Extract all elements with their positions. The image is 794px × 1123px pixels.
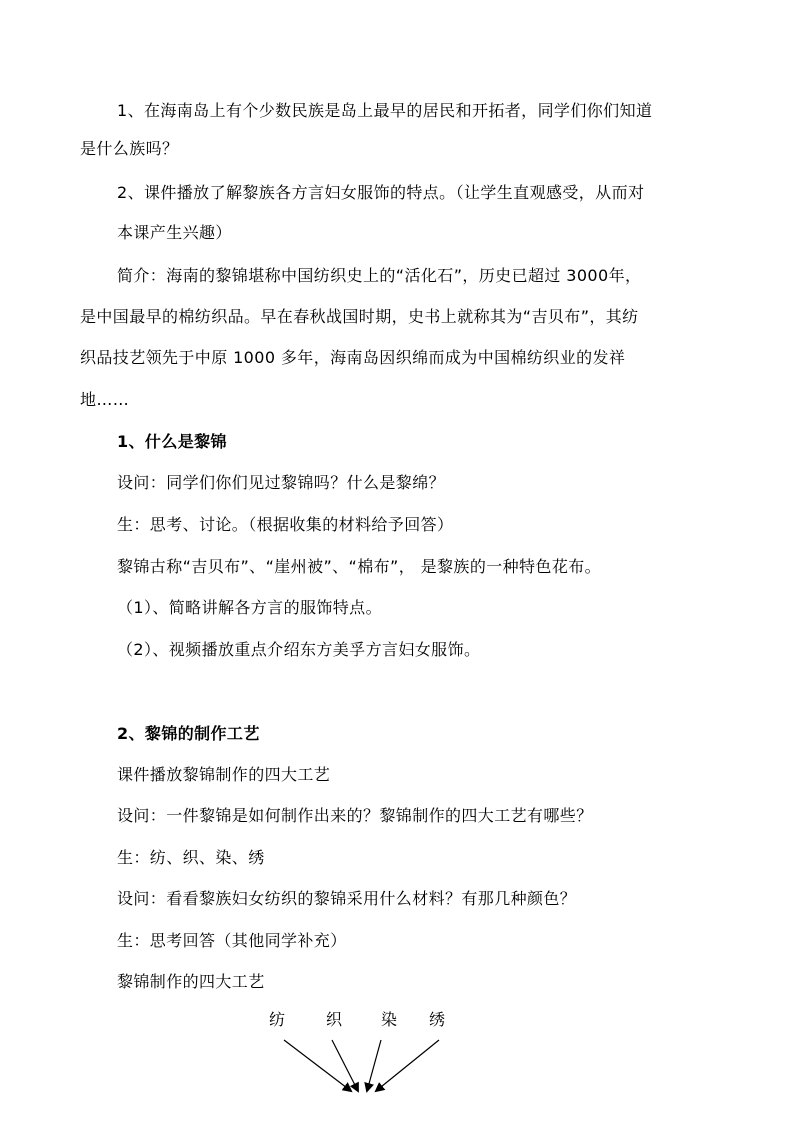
craft-spinning: 纺 [269,1010,286,1029]
arrow-from-embroidery [376,1040,439,1091]
intro-line4: 地…… [80,390,130,409]
section1-item1: （1）、简略讲解各方言的服饰特点。 [117,598,382,617]
craft-embroidery: 绣 [429,1010,446,1029]
q2-line1: 2、课件播放了解黎族各方言妇女服饰的特点。（让学生直观感受，从而对 [117,183,645,202]
intro-line1: 简介：海南的黎锦堪称中国纺织史上的“活化石”，历史已超过 3000年， [117,266,642,285]
section2-courseware: 课件播放黎锦制作的四大工艺 [117,765,331,784]
q1-line2: 是什么族吗？ [80,139,179,158]
section1-question: 设问：同学们你们见过黎锦吗？什么是黎绵？ [117,473,446,492]
q2-line2: 本课产生兴趣） [117,223,232,242]
section1-item2: （2）、视频播放重点介绍东方美孚方言妇女服饰。 [117,640,481,659]
section1-answer: 生：思考、讨论。（根据收集的材料给予回答） [117,515,454,534]
arrow-from-weaving [332,1040,358,1091]
section1-description: 黎锦古称“吉贝布”、“崖州被”、“棉布”， 是黎族的一种特色花布。 [117,557,602,576]
diagram-title: 黎锦制作的四大工艺 [117,972,265,991]
arrow-from-spinning [284,1040,351,1091]
q1-line1: 1、在海南岛上有个少数民族是岛上最早的居民和开拓者，同学们你们知道 [117,101,653,120]
section2-question1: 设问：一件黎锦是如何制作出来的？黎锦制作的四大工艺有哪些？ [117,806,593,825]
intro-line3: 织品技艺领先于中原 1000 多年，海南岛因织绵而成为中国棉纺织业的发祥 [80,348,626,367]
craft-dyeing: 染 [381,1010,398,1029]
section2-answer1: 生：纺、织、染、绣 [117,848,265,867]
section2-heading: 2、黎锦的制作工艺 [117,724,260,743]
arrow-from-dyeing [367,1040,381,1091]
section2-question2: 设问：看看黎族妇女纺织的黎锦采用什么材料？有那几种颜色？ [117,889,577,908]
section2-answer2: 生：思考回答（其他同学补充） [117,931,347,950]
craft-weaving: 织 [326,1010,343,1029]
section1-heading: 1、什么是黎锦 [117,432,227,451]
intro-line2: 是中国最早的棉纺织品。早在春秋战国时期，史书上就称其为“吉贝布”，其纺 [80,307,639,326]
